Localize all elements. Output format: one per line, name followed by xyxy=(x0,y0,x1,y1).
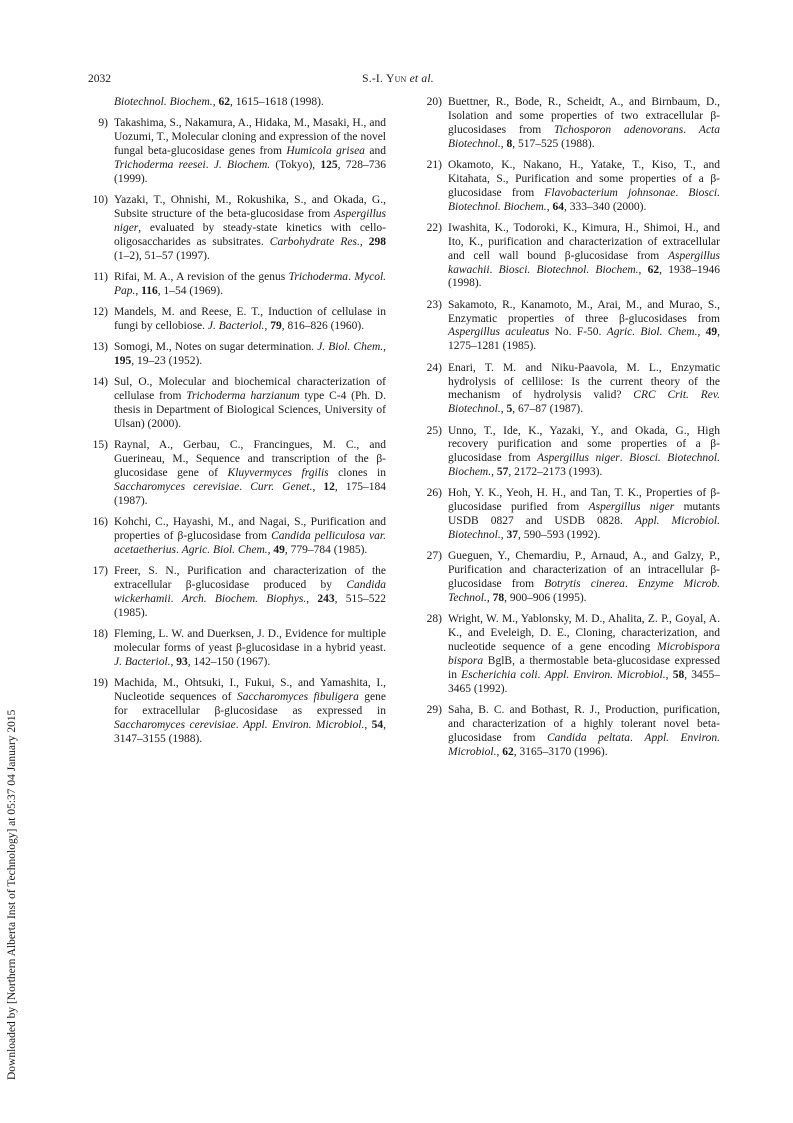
reference-segment: , 1275–1281 (1985). xyxy=(448,326,721,353)
reference-segment: . xyxy=(235,718,243,731)
italic-text: Tichosporon adenovorans xyxy=(554,123,684,136)
reference-segment: , xyxy=(135,284,142,297)
reference-text xyxy=(114,565,386,621)
reference-segment: Fleming, L. W. and Duerksen, J. D., Evidence for multiple molecular forms of yeast β-glucosidase in a hybrid yeast. xyxy=(114,627,386,654)
reference-entry xyxy=(84,96,386,110)
reference-number: 18) xyxy=(92,627,108,640)
reference-segment: Freer, S. N., Purification and characterization of the extracellular β-glucosidase produced by xyxy=(114,564,386,591)
reference-segment: , xyxy=(359,235,369,248)
volume-number: 93 xyxy=(176,655,188,668)
reference-segment: , xyxy=(306,592,318,605)
reference-segment: , xyxy=(665,668,673,681)
italic-text: Candida peltata xyxy=(547,731,631,744)
references-right-column xyxy=(418,96,720,767)
italic-text: J. Bacteriol. xyxy=(207,319,265,332)
reference-segment: (1–2), 51–57 (1997). xyxy=(114,249,210,262)
italic-text: Enzyme Microb. Technol. xyxy=(448,578,720,605)
reference-segment: , 19–23 (1952). xyxy=(131,354,203,367)
italic-text: Saccharomyces cerevisiae xyxy=(114,718,236,731)
reference-segment: . xyxy=(348,270,355,283)
reference-segment: , 779–784 (1985). xyxy=(284,543,368,556)
volume-number: 54 xyxy=(371,718,384,731)
reference-number: 19) xyxy=(92,676,108,689)
reference-segment: Hoh, Y. K., Yeoh, H. H., and Tan, T. K., Properties of β-glucosidase purified from xyxy=(448,487,720,514)
page-number: 2032 xyxy=(88,73,111,85)
italic-text: Saccharomyces cerevisiae xyxy=(114,480,240,493)
italic-text: Candida pelliculosa var. acetaetherius xyxy=(114,529,386,556)
reference-entry xyxy=(418,425,720,481)
reference-segment: . xyxy=(205,158,214,171)
reference-segment: , xyxy=(264,319,271,332)
reference-segment: , xyxy=(364,718,372,731)
italic-text: Aspergillus aculeatus xyxy=(448,326,550,339)
reference-entry xyxy=(84,439,386,509)
italic-text: J. Bacteriol. xyxy=(114,655,171,668)
italic-text: J. Biochem. xyxy=(213,158,271,171)
italic-text: Biosci. Biotechnol. Biochem. xyxy=(448,452,720,479)
volume-number: 37 xyxy=(506,529,518,542)
reference-segment: Rifai, M. A., A revision of the genus xyxy=(114,270,289,283)
volume-number: 64 xyxy=(552,200,564,213)
reference-text xyxy=(448,487,720,543)
volume-number: 57 xyxy=(496,466,509,479)
reference-segment: , 515–522 (1985). xyxy=(114,592,387,619)
reference-segment: . xyxy=(489,263,499,276)
italic-text: Biosci. Biotechnol. Biochem. xyxy=(448,186,720,213)
italic-text: Kluyvermyces frgilis xyxy=(227,466,329,479)
reference-entry xyxy=(84,628,386,670)
italic-text: Curr. Genet. xyxy=(250,480,313,493)
references-left-column xyxy=(84,96,386,754)
reference-segment: , 1938–1946 (1998). xyxy=(448,263,720,290)
reference-segment: Enari, T. M. and Niku-Paavola, M. L., Enzymatic hydrolysis of cellilose: Is the current theory of the mechanism of hydrolysis valid? xyxy=(448,361,720,402)
italic-text: Humicola grisea xyxy=(286,145,365,158)
reference-number: 28) xyxy=(426,613,442,626)
italic-text: Agric. Biol. Chem. xyxy=(181,543,268,556)
italic-text: Trichoderma reesei xyxy=(114,158,206,171)
reference-segment: , xyxy=(383,341,386,354)
reference-segment: , 3455–3465 (1992). xyxy=(448,668,721,695)
volume-number: 12 xyxy=(323,480,335,493)
reference-text xyxy=(114,117,386,187)
italic-text: CRC Crit. Rev. Biotechnol. xyxy=(448,389,720,416)
reference-segment: . xyxy=(619,452,630,465)
italic-text: Arch. Biochem. Biophys. xyxy=(181,592,307,605)
reference-segment: , xyxy=(170,655,177,668)
reference-text xyxy=(448,159,720,215)
reference-segment: Takashima, S., Nakamura, A., Hidaka, M., Masaki, H., and Uozumi, T., Molecular cloning and expression of the novel fungal beta-glucosidase genes from xyxy=(114,117,386,158)
reference-entry xyxy=(418,159,720,215)
volume-number: 49 xyxy=(705,326,718,339)
reference-entry xyxy=(84,117,386,187)
reference-segment: and xyxy=(364,145,386,158)
reference-number: 13) xyxy=(92,341,108,354)
reference-segment: , xyxy=(638,263,648,276)
reference-number: 11) xyxy=(93,270,108,283)
running-head xyxy=(88,73,708,85)
reference-entry xyxy=(418,299,720,355)
reference-text xyxy=(114,341,386,369)
reference-text xyxy=(114,96,386,110)
reference-number: 10) xyxy=(92,194,108,207)
italic-text: Aspergillus niger xyxy=(537,452,620,465)
volume-number: 125 xyxy=(320,158,338,171)
reference-text xyxy=(448,299,720,355)
volume-number: 62 xyxy=(647,263,660,276)
italic-text: Aspergillus niger xyxy=(588,501,675,514)
reference-number: 17) xyxy=(92,564,108,577)
reference-segment: No. F-50. xyxy=(549,326,607,339)
reference-segment: Somogi, M., Notes on sugar determination. xyxy=(114,341,318,354)
reference-entry xyxy=(84,306,386,334)
reference-segment: , 3165–3170 (1996). xyxy=(513,745,608,758)
reference-text xyxy=(114,306,386,334)
reference-entry xyxy=(418,550,720,606)
reference-number: 20) xyxy=(426,96,442,108)
page-header xyxy=(88,73,708,91)
reference-segment: Mandels, M. and Reese, E. T., Induction of cellulase in fungi by cellobiose. xyxy=(114,305,386,332)
reference-segment: , 1615–1618 (1998). xyxy=(229,96,324,108)
reference-entry xyxy=(84,194,386,264)
reference-entry xyxy=(84,565,386,621)
volume-number: 62 xyxy=(218,96,230,108)
reference-number: 27) xyxy=(426,550,442,563)
reference-number: 9) xyxy=(98,117,108,130)
reference-number: 23) xyxy=(426,298,442,311)
volume-number: 49 xyxy=(273,543,285,556)
reference-segment: , xyxy=(546,200,553,213)
reference-segment: . xyxy=(170,592,182,605)
reference-text xyxy=(114,516,386,558)
volume-number: 116 xyxy=(141,284,158,297)
reference-segment: , 590–593 (1992). xyxy=(517,529,601,542)
reference-segment: , 3147–3155 (1988). xyxy=(114,718,386,745)
reference-segment: . xyxy=(239,480,251,493)
reference-segment: , 333–340 (2000). xyxy=(563,200,647,213)
running-head-initials: S.-I. xyxy=(362,73,383,85)
italic-text: J. Biol. Chem. xyxy=(317,341,384,354)
italic-text: Aspergillus niger xyxy=(114,207,386,234)
reference-segment: , 2172–2173 (1993). xyxy=(508,466,603,479)
italic-text: Trichoderma harzianum xyxy=(186,390,300,403)
volume-number: 78 xyxy=(492,592,505,605)
reference-number: 29) xyxy=(426,704,442,717)
reference-segment: gene for extracellular β-glucosidase as expressed in xyxy=(114,690,386,717)
reference-segment: BglB, a thermostable beta-glucosidase expressed in xyxy=(448,655,720,681)
reference-segment: , xyxy=(500,403,507,416)
reference-segment: , evaluated by steady-state kinetics with cello-oligosaccharides as subsitrates. xyxy=(114,221,386,248)
reference-segment: clones in xyxy=(328,466,386,479)
italic-text: Botrytis cinerea xyxy=(544,578,625,591)
reference-segment: mutants USDB 0827 and USDB 0828. xyxy=(448,501,720,528)
volume-number: 5 xyxy=(506,403,513,416)
reference-entry xyxy=(418,487,720,543)
italic-text: Aspergillus kawachii xyxy=(448,249,720,276)
reference-text xyxy=(448,704,720,760)
reference-segment: Iwashita, K., Todoroki, K., Kimura, H., Shimoi, H., and Ito, K., purification and characterization of extracellular and cell wall bound β-glucosidase from xyxy=(448,221,720,262)
reference-segment: , 900–906 (1995). xyxy=(504,592,587,605)
reference-entry xyxy=(84,341,386,369)
reference-text xyxy=(114,628,386,670)
reference-segment: , xyxy=(500,529,507,542)
italic-text: Mycol. Pap. xyxy=(114,270,387,297)
volume-number: 8 xyxy=(506,137,513,150)
italic-text: Microbispora bispora xyxy=(448,641,720,667)
reference-segment: . xyxy=(175,543,182,556)
volume-number: 62 xyxy=(502,745,514,758)
reference-text xyxy=(448,222,720,292)
reference-segment: Okamoto, K., Nakano, H., Yatake, T., Kiso, T., and Kitahata, S., Purification and some properties of a β-glucosidase from xyxy=(448,158,720,199)
volume-number: 195 xyxy=(114,354,132,367)
reference-number: 14) xyxy=(92,376,108,389)
reference-segment: , xyxy=(500,137,507,150)
reference-segment: (Tokyo), xyxy=(270,158,321,171)
reference-segment: , 67–87 (1987). xyxy=(512,403,584,416)
volume-number: 298 xyxy=(368,235,387,248)
reference-number: 26) xyxy=(426,487,442,500)
reference-text xyxy=(448,362,720,418)
reference-segment: , 816–826 (1960). xyxy=(281,319,365,332)
reference-segment: Machida, M., Ohtsuki, I., Fukui, S., and Yamashita, I., Nucleotide sequences of xyxy=(114,676,386,703)
reference-text xyxy=(114,439,386,509)
download-watermark: Downloaded by [Northern Alberta Inst of Technology] at 05:37 04 January 2015 xyxy=(6,709,18,1080)
reference-text xyxy=(448,96,720,152)
reference-entry xyxy=(418,613,720,696)
reference-segment: , 728–736 (1999). xyxy=(114,158,387,185)
reference-segment: , 517–525 (1988). xyxy=(512,137,595,150)
reference-number: 21) xyxy=(426,158,442,171)
italic-text: Appl. Environ. Microbiol. xyxy=(544,668,666,681)
italic-text: Agric. Biol. Chem. xyxy=(606,326,698,339)
reference-entry xyxy=(418,96,720,152)
reference-segment: , xyxy=(312,480,324,493)
reference-number: 25) xyxy=(426,424,442,437)
reference-entry xyxy=(84,516,386,558)
reference-segment: , xyxy=(212,96,219,108)
reference-segment: , 1–54 (1969). xyxy=(157,284,223,297)
reference-segment: Yazaki, T., Ohnishi, M., Rokushika, S., and Okada, G., Subsite structure of the beta-glucosidase from xyxy=(114,194,386,220)
reference-number: 12) xyxy=(92,305,108,318)
reference-entry xyxy=(84,271,386,299)
reference-segment: Buettner, R., Bode, R., Scheidt, A., and Birnbaum, D., Isolation and some properties of two extracellular β-glucosidases from xyxy=(448,96,720,136)
reference-number: 24) xyxy=(426,361,442,374)
reference-number: 16) xyxy=(92,515,108,528)
reference-text xyxy=(448,425,720,481)
italic-text: Acta Biotechnol. xyxy=(448,123,720,150)
running-head-name: Yun xyxy=(386,73,407,85)
reference-segment: , 175–184 (1987). xyxy=(114,480,387,507)
reference-text xyxy=(114,194,386,264)
reference-entry xyxy=(418,222,720,292)
reference-text xyxy=(114,271,386,299)
reference-segment: , xyxy=(496,745,503,758)
reference-segment: Sul, O., Molecular and biochemical characterization of cellulase from xyxy=(114,376,386,403)
reference-text xyxy=(448,550,720,606)
reference-segment: Kohchi, C., Hayashi, M., and Nagai, S., Purification and properties of β-glucosidase from xyxy=(114,515,386,542)
italic-text: Appl. Microbiol. Biotechnol. xyxy=(448,515,720,542)
reference-text xyxy=(114,677,386,747)
reference-number: 15) xyxy=(92,439,108,452)
reference-segment: Raynal, A., Gerbau, C., Francingues, M. C., and Guerineau, M., Sequence and transcription of the β-glucosidase gene of xyxy=(114,439,386,479)
reference-segment: . xyxy=(630,731,645,744)
reference-entry xyxy=(418,704,720,760)
reference-entry xyxy=(84,677,386,747)
reference-segment: , xyxy=(267,543,274,556)
italic-text: Flavobacterium johnsonae xyxy=(544,186,676,199)
italic-text: Biotechnol. Biochem. xyxy=(114,96,213,108)
reference-segment: Gueguen, Y., Chemardiu, P., Arnaud, A., and Galzy, P., Purification and characterization of an intracellular β-glucosidase from xyxy=(448,550,720,591)
reference-segment: . xyxy=(624,578,638,591)
running-head-suffix: et al. xyxy=(409,73,434,85)
reference-segment: . xyxy=(683,123,699,136)
reference-number: 22) xyxy=(426,221,442,234)
reference-segment: Unno, T., Ide, K., Yazaki, Y., and Okada, G., High recovery purification and some properties of a β-glucosidase from xyxy=(448,424,720,465)
reference-segment: , 142–150 (1967). xyxy=(187,655,271,668)
italic-text: Escherichia coli xyxy=(461,668,538,681)
volume-number: 243 xyxy=(317,592,335,605)
reference-segment: type C-4 (Ph. D. thesis in Department of Biological Sciences, University of Ulsan) (2000). xyxy=(114,390,386,430)
italic-text: Biosci. Biotechnol. Biochem. xyxy=(498,263,639,276)
reference-segment: Saha, B. C. and Bothast, R. J., Production, purification, and characterization of a highly tolerant novel beta-glucosidase from xyxy=(448,704,720,744)
italic-text: Candida wickerhamii xyxy=(114,578,386,605)
italic-text: Appl. Environ. Microbiol. xyxy=(242,718,365,731)
reference-text xyxy=(114,376,386,432)
reference-segment: , xyxy=(491,466,497,479)
reference-segment: . xyxy=(675,186,689,199)
reference-segment: , xyxy=(486,592,493,605)
italic-text: Carbohydrate Res. xyxy=(269,235,360,248)
italic-text: Saccharomyces fibuligera xyxy=(236,690,359,703)
volume-number: 79 xyxy=(270,319,282,332)
reference-text xyxy=(448,613,720,696)
italic-text: Trichoderma xyxy=(288,270,349,283)
volume-number: 58 xyxy=(672,668,685,681)
reference-segment: Wright, W. M., Yablonsky, M. D., Ahalita, Z. P., Goyal, A. K., and Eveleigh, D. E., Cloning, characterization, and nucleotide sequence of a gene encoding xyxy=(448,613,720,654)
reference-segment: , xyxy=(697,326,706,339)
reference-entry xyxy=(84,376,386,432)
reference-segment: . xyxy=(537,668,545,681)
italic-text: Appl. Environ. Microbiol. xyxy=(448,731,721,758)
reference-segment: Sakamoto, R., Kanamoto, M., Arai, M., and Murao, S., Enzymatic properties of three β-glucosidases from xyxy=(448,298,720,325)
reference-entry xyxy=(418,362,720,418)
